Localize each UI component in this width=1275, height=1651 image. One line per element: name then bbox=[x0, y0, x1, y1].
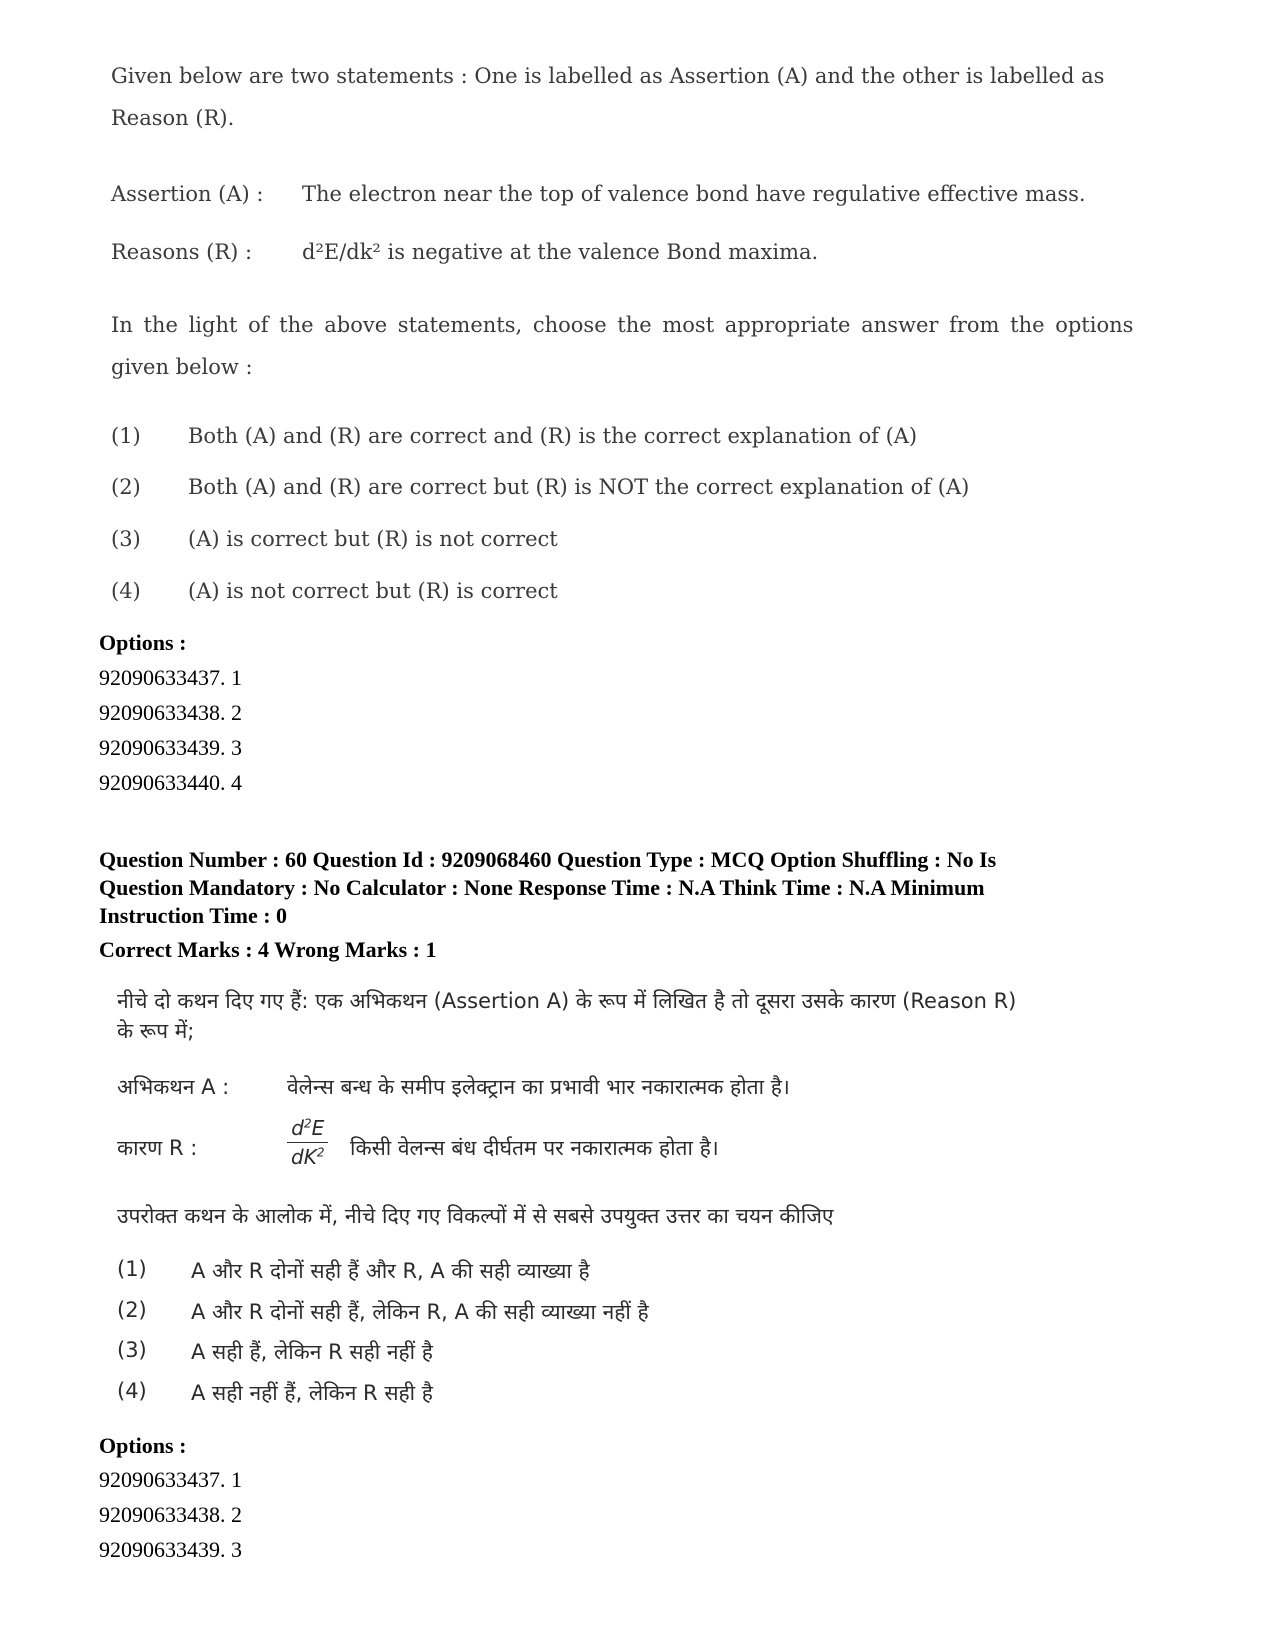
q60-hindi-choice-number: (3) bbox=[117, 1338, 147, 1362]
q60-option-id: 92090633438. 2 bbox=[99, 1502, 242, 1527]
q59-option-id: 92090633438. 2 bbox=[99, 700, 242, 725]
q59-assertion-text: The electron near the top of valence bond have regulative effective mass. bbox=[302, 182, 1086, 206]
q59-option-id: 92090633440. 4 bbox=[99, 770, 242, 795]
q60-options-heading: Options : bbox=[99, 1433, 187, 1458]
q59-choice-number: (2) bbox=[111, 475, 141, 499]
q59-option-id: 92090633437. 1 bbox=[99, 665, 242, 690]
q59-options-heading: Options : bbox=[99, 630, 187, 655]
q59-option-id: 92090633439. 3 bbox=[99, 735, 242, 760]
q60-marks: Correct Marks : 4 Wrong Marks : 1 bbox=[99, 937, 437, 962]
q59-choice-number: (1) bbox=[111, 424, 141, 448]
q59-choice-text: (A) is not correct but (R) is correct bbox=[188, 579, 558, 603]
q60-meta-line3: Instruction Time : 0 bbox=[99, 903, 288, 928]
q60-hindi-choice-number: (2) bbox=[117, 1298, 147, 1322]
d2e-dk2-formula: $\frac{d^2E}{dK^2}$ bbox=[287, 1116, 328, 1169]
q60-hindi-reason-label: कारण R : bbox=[117, 1136, 198, 1160]
q59-reason-label: Reasons (R) : bbox=[111, 240, 253, 264]
q60-hindi-intro-line1: नीचे दो कथन दिए गए हैं: एक अभिकथन (Assertion A) के रूप में लिखित है तो दूसरा उसके कारण (Reason R) bbox=[117, 989, 1017, 1013]
q60-option-id: 92090633437. 1 bbox=[99, 1467, 242, 1492]
q60-hindi-choice-number: (4) bbox=[117, 1379, 147, 1403]
q60-hindi-choice-text: A और R दोनों सही हैं, लेकिन R, A की सही व्याख्या नहीं है bbox=[191, 1300, 649, 1324]
q60-meta-line2: Question Mandatory : No Calculator : None Response Time : N.A Think Time : N.A Minimum bbox=[99, 875, 985, 900]
q60-hindi-intro-line2: के रूप में; bbox=[117, 1019, 195, 1043]
q60-hindi-choice-text: A सही नहीं हैं, लेकिन R सही है bbox=[191, 1381, 433, 1405]
q60-meta-line1: Question Number : 60 Question Id : 9209068460 Question Type : MCQ Option Shuffling : No Is bbox=[99, 847, 997, 872]
q60-hindi-choice-number: (1) bbox=[117, 1257, 147, 1281]
q59-assertion-label: Assertion (A) : bbox=[111, 182, 264, 206]
q60-hindi-reason-text: किसी वेलन्स बंध दीर्घतम पर नकारात्मक होता है। bbox=[350, 1136, 719, 1160]
q59-choice-text: Both (A) and (R) are correct but (R) is NOT the correct explanation of (A) bbox=[188, 475, 970, 499]
q59-choice-number: (3) bbox=[111, 527, 141, 551]
q59-choice-text: (A) is correct but (R) is not correct bbox=[188, 527, 558, 551]
q59-prompt-line2: given below : bbox=[111, 355, 253, 379]
q60-hindi-assertion-label: अभिकथन A : bbox=[117, 1075, 230, 1099]
q59-reason-text: d²E/dk² is negative at the valence Bond maxima. bbox=[302, 240, 819, 264]
q60-hindi-choice-text: A सही हैं, लेकिन R सही नहीं है bbox=[191, 1340, 433, 1364]
q60-hindi-choice-text: A और R दोनों सही हैं और R, A की सही व्याख्या है bbox=[191, 1259, 590, 1283]
q60-hindi-prompt: उपरोक्त कथन के आलोक में, नीचे दिए गए विकल्पों में से सबसे उपयुक्त उत्तर का चयन कीजिए bbox=[117, 1204, 834, 1228]
q60-hindi-assertion-text: वेलेन्स बन्ध के समीप इलेक्ट्रान का प्रभावी भार नकारात्मक होता है। bbox=[287, 1075, 790, 1099]
q60-option-id: 92090633439. 3 bbox=[99, 1537, 242, 1562]
q59-prompt-line1: In the light of the above statements, choose the most appropriate answer from the options bbox=[111, 313, 1134, 337]
q59-intro-line2: Reason (R). bbox=[111, 106, 235, 130]
q59-intro-line1: Given below are two statements : One is labelled as Assertion (A) and the other is labelled as bbox=[111, 64, 1105, 88]
q59-choice-number: (4) bbox=[111, 579, 141, 603]
q59-choice-text: Both (A) and (R) are correct and (R) is the correct explanation of (A) bbox=[188, 424, 918, 448]
